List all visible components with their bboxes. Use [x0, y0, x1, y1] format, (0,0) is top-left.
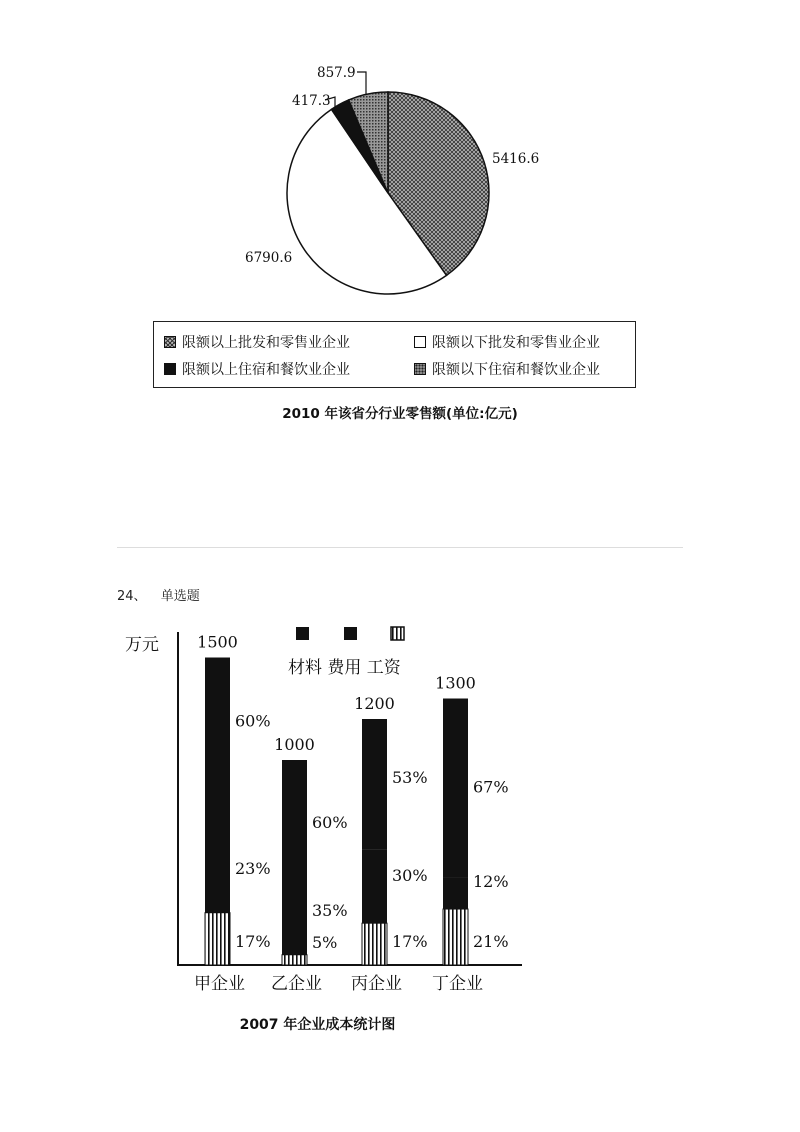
dotted-swatch-icon [414, 363, 426, 375]
pie-chart-title: 2010 年该省分行业零售额(单位:亿元) [282, 406, 518, 422]
legend-swatch-expense-icon [344, 627, 357, 640]
legend-label: 限额以上批发和零售业企业 [182, 335, 350, 351]
y-axis-label: 万元 [125, 635, 159, 655]
bar-segment-工资-0 [205, 913, 230, 965]
legend-item-above-wholesale [164, 332, 350, 352]
bar-total-label: 1000 [274, 735, 315, 754]
pie-label-417: 417.3 [292, 93, 331, 109]
bar-segment-工资-3 [443, 909, 468, 965]
bar-percent-label: 60% [235, 711, 271, 731]
bar-percent-label: 35% [312, 901, 348, 920]
bar-percent-label: 67% [473, 777, 509, 797]
bar-percent-label: 30% [392, 866, 428, 885]
bar-segment-费用-3 [443, 877, 468, 909]
bar-chart-title: 2007 年企业成本统计图 [239, 1017, 396, 1033]
bar-segment-材料-2 [362, 719, 387, 849]
question-type: 单选题 [160, 589, 200, 604]
black-swatch-icon [164, 363, 176, 375]
question-number: 24、 [117, 589, 147, 604]
question-header [117, 585, 200, 604]
pie-legend [153, 321, 636, 388]
bar-segment-材料-0 [205, 658, 230, 843]
bar-total-label: 1200 [354, 694, 395, 713]
bar-segment-工资-2 [362, 923, 387, 965]
bar-percent-label: 53% [392, 768, 428, 787]
pie-label-6790: 6790.6 [245, 250, 293, 266]
bar-segment-费用-1 [282, 883, 307, 955]
legend-swatch-material-icon [296, 627, 309, 640]
leader-line-857 [357, 72, 366, 95]
legend-item-above-catering [164, 359, 350, 379]
bar-segment-费用-0 [205, 842, 230, 913]
legend-item-below-catering [414, 359, 600, 379]
x-tick-label: 乙企业 [271, 974, 322, 994]
bar-segment-材料-1 [282, 760, 307, 883]
crosshatch-swatch-icon [164, 336, 176, 348]
bar-segment-工资-1 [282, 955, 307, 965]
legend-label: 限额以下批发和零售业企业 [432, 335, 600, 351]
legend-item-below-wholesale [414, 332, 600, 352]
bar-total-label: 1500 [197, 632, 238, 652]
bar-total-label: 1300 [435, 673, 476, 693]
bar-percent-label: 17% [235, 932, 271, 951]
bar-percent-label: 23% [235, 859, 271, 878]
legend-label: 限额以下住宿和餐饮业企业 [432, 362, 600, 378]
x-tick-label: 丙企业 [351, 974, 402, 994]
bar-percent-label: 21% [473, 932, 509, 951]
x-tick-label: 甲企业 [194, 974, 245, 994]
bar-percent-label: 12% [473, 872, 509, 891]
section-divider [117, 547, 683, 548]
bar-segment-费用-2 [362, 849, 387, 923]
bar-percent-label: 5% [312, 933, 338, 952]
bar-percent-label: 17% [392, 932, 428, 951]
white-swatch-icon [414, 336, 426, 348]
legend-label: 限额以上住宿和餐饮业企业 [182, 362, 350, 378]
bar-percent-label: 60% [312, 813, 348, 832]
legend-swatch-wage-icon [391, 627, 404, 640]
pie-label-857: 857.9 [317, 65, 356, 81]
bar-segment-材料-3 [443, 699, 468, 878]
x-tick-label: 丁企业 [432, 974, 483, 994]
bar-legend-labels: 材料 费用 工资 [288, 658, 401, 678]
pie-label-5416: 5416.6 [492, 151, 540, 167]
